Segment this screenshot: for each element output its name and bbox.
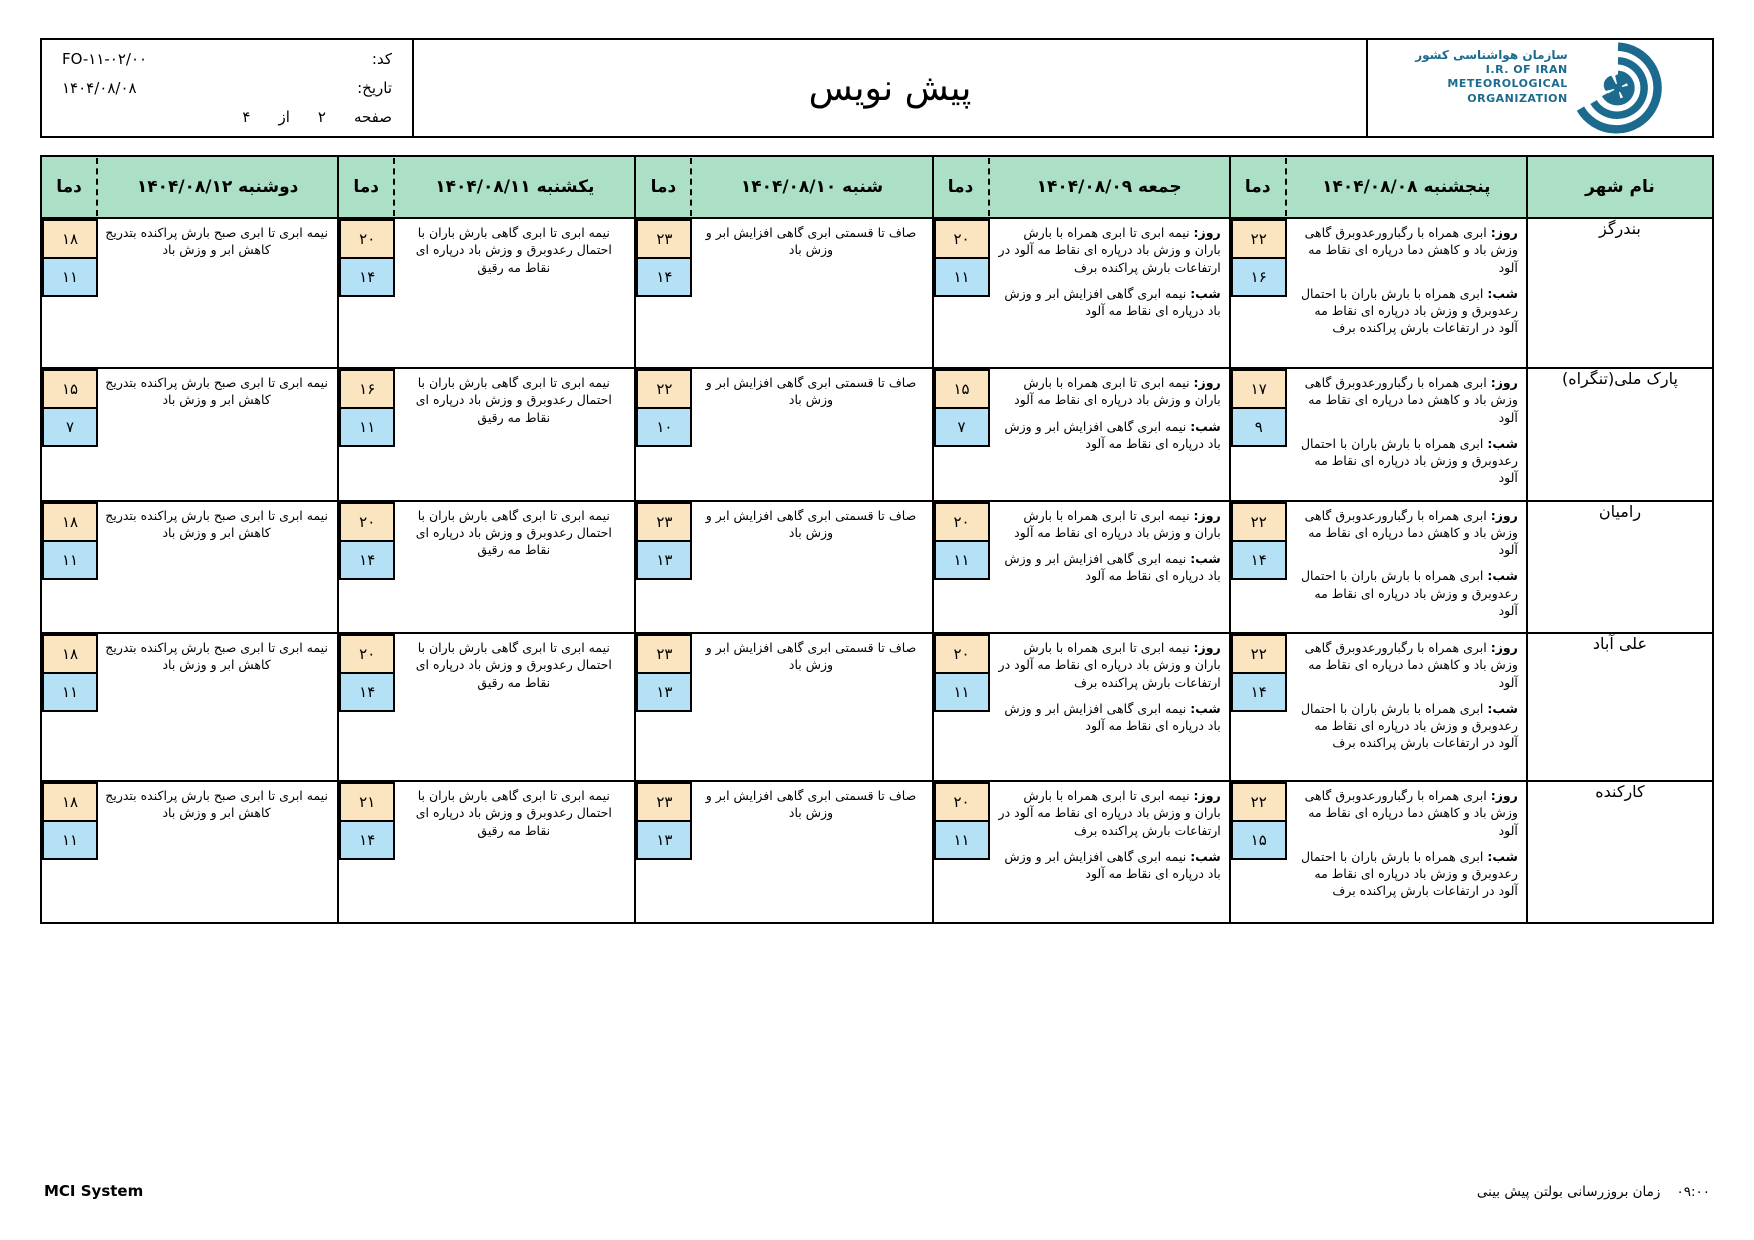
forecast-segment-plain: صاف تا قسمتی ابری گاهی افزایش ابر و وزش باد xyxy=(705,225,917,258)
forecast-cell xyxy=(338,368,635,501)
segment-label: شب: xyxy=(1487,285,1518,301)
forecast-segment-plain: نیمه ابری تا ابری صبح بارش پراکنده بتدریج کاهش ابر و وزش باد xyxy=(105,375,328,408)
temp-min-box: ۱۳ xyxy=(636,672,692,712)
temperature-column xyxy=(636,782,692,860)
forecast-segment: روز: نیمه ابری تا ابری همراه با بارش باران و وزش باد درپاره ای نقاط مه آلود در ارتفاعات بارش پراکنده برف xyxy=(998,225,1221,275)
forecast-cell xyxy=(635,218,932,368)
forecast-cell-layout xyxy=(934,219,1229,332)
segment-label: روز: xyxy=(1490,375,1518,390)
temp-max-box: ۱۸ xyxy=(42,634,98,674)
temp-max-box: ۲۳ xyxy=(636,634,692,674)
temp-min-box: ۱۴ xyxy=(1231,540,1287,580)
forecast-cell-layout xyxy=(339,502,634,580)
logo-wrap xyxy=(1415,40,1664,136)
forecast-cell-layout xyxy=(1231,634,1526,765)
temp-min-box: ۱۴ xyxy=(339,820,395,860)
forecast-segment-plain: نیمه ابری تا ابری گاهی بارش باران با احتمال رعدوبرق و وزش باد درپاره ای نقاط مه رقیق xyxy=(415,375,612,425)
forecast-text xyxy=(98,219,337,297)
table-header-row xyxy=(41,156,1713,218)
table-row xyxy=(41,501,1713,634)
table-row xyxy=(41,218,1713,368)
forecast-cell xyxy=(933,501,1230,634)
forecast-text xyxy=(990,502,1229,598)
forecast-text xyxy=(692,502,931,580)
table-row xyxy=(41,368,1713,501)
forecast-cell xyxy=(41,218,338,368)
day-header-date: شنبه ۱۴۰۴/۰۸/۱۰ xyxy=(740,177,884,197)
day-header-temp-label: دما xyxy=(636,158,692,216)
forecast-segment: روز: نیمه ابری تا ابری همراه با بارش باران و وزش باد درپاره ای نقاط مه آلود xyxy=(1014,507,1221,540)
doc-date-value: ۱۴۰۴/۰۸/۰۸ xyxy=(62,79,137,97)
forecast-cell-layout xyxy=(934,369,1229,465)
forecast-cell-layout xyxy=(636,219,931,297)
logo-en-line1: I.R. OF IRAN xyxy=(1485,63,1568,76)
footer-update-time: ۰۹:۰۰ xyxy=(1676,1184,1710,1200)
forecast-segment-plain: نیمه ابری تا ابری صبح بارش پراکنده بتدریج کاهش ابر و وزش باد xyxy=(105,640,328,673)
temp-min-box: ۱۴ xyxy=(339,540,395,580)
temp-max-box: ۱۸ xyxy=(42,219,98,259)
city-cell: بندرگز xyxy=(1527,218,1713,368)
day-header-temp-label: دما xyxy=(339,158,395,216)
temp-min-box: ۱۱ xyxy=(934,820,990,860)
temp-min-box: ۱۱ xyxy=(339,407,395,447)
table-row xyxy=(41,781,1713,923)
forecast-text xyxy=(395,634,634,712)
temperature-column xyxy=(1231,369,1287,500)
temperature-column xyxy=(934,369,990,465)
day-header-date: دوشنبه ۱۴۰۴/۰۸/۱۲ xyxy=(136,177,299,197)
footer-update-info xyxy=(1477,1184,1710,1200)
segment-label: روز: xyxy=(1193,507,1221,523)
forecast-text xyxy=(98,369,337,447)
day-header-temp-label: دما xyxy=(934,158,990,216)
temp-max-box: ۲۰ xyxy=(934,634,990,674)
doc-page-line xyxy=(62,108,392,126)
temp-max-box: ۱۵ xyxy=(42,369,98,409)
temp-max-box: ۲۳ xyxy=(636,782,692,822)
column-header-day-4 xyxy=(41,156,338,218)
spiral-logo-icon xyxy=(1571,40,1665,136)
temp-min-box: ۱۰ xyxy=(636,407,692,447)
temp-max-box: ۱۶ xyxy=(339,369,395,409)
temp-min-box: ۱۱ xyxy=(934,672,990,712)
temp-max-box: ۱۷ xyxy=(1231,369,1287,409)
org-logo xyxy=(1366,40,1712,136)
temp-max-box: ۲۱ xyxy=(339,782,395,822)
forecast-text xyxy=(990,369,1229,465)
temperature-column xyxy=(636,634,692,712)
temp-min-box: ۱۱ xyxy=(42,540,98,580)
forecast-cell xyxy=(41,368,338,501)
footer-system-name: MCI System xyxy=(44,1182,144,1200)
doc-date-line xyxy=(62,79,392,97)
temperature-column xyxy=(42,634,98,712)
forecast-cell xyxy=(338,781,635,923)
temp-min-box: ۱۱ xyxy=(934,540,990,580)
forecast-cell-layout xyxy=(636,369,931,447)
temp-min-box: ۱۱ xyxy=(42,672,98,712)
forecast-cell xyxy=(41,633,338,781)
doc-code-line xyxy=(62,50,392,68)
forecast-text xyxy=(395,369,634,447)
day-header-date: یکشنبه ۱۴۰۴/۰۸/۱۱ xyxy=(435,177,595,197)
segment-label: شب: xyxy=(1190,551,1221,566)
temperature-column xyxy=(636,219,692,297)
forecast-cell-layout xyxy=(934,782,1229,895)
column-header-day-3 xyxy=(338,156,635,218)
column-header-day-1 xyxy=(933,156,1230,218)
segment-label: روز: xyxy=(1490,640,1518,655)
temp-min-box: ۷ xyxy=(42,407,98,447)
forecast-cell xyxy=(41,501,338,634)
day-header xyxy=(636,158,931,216)
forecast-cell-layout xyxy=(636,502,931,580)
logo-fa-name: سازمان هواشناسی کشور xyxy=(1415,48,1568,62)
forecast-cell xyxy=(933,368,1230,501)
temp-max-box: ۱۸ xyxy=(42,782,98,822)
forecast-cell-layout xyxy=(42,502,337,580)
forecast-text xyxy=(395,782,634,860)
temp-max-box: ۲۲ xyxy=(1231,502,1287,542)
forecast-segment: شب: نیمه ابری گاهی افزایش ابر و وزش باد درپاره ای نقاط مه آلود xyxy=(1004,418,1221,451)
forecast-segment: شب: نیمه ابری گاهی افزایش ابر و وزش باد درپاره ای نقاط مه آلود xyxy=(1004,551,1221,584)
temperature-column xyxy=(1231,782,1287,913)
temp-min-box: ۱۴ xyxy=(339,257,395,297)
temperature-column xyxy=(339,219,395,297)
forecast-segment-plain: نیمه ابری تا ابری گاهی بارش باران با احتمال رعدوبرق و وزش باد درپاره ای نقاط مه رقیق xyxy=(415,225,612,275)
temperature-column xyxy=(636,502,692,580)
forecast-segment: روز: نیمه ابری تا ابری همراه با بارش باران و وزش باد درپاره ای نقاط مه آلود در ارتفاعات بارش پراکنده برف xyxy=(998,640,1221,690)
forecast-cell xyxy=(338,633,635,781)
segment-label: شب: xyxy=(1487,568,1518,584)
forecast-segment: روز: نیمه ابری تا ابری همراه با بارش باران و وزش باد درپاره ای نقاط مه آلود xyxy=(1014,375,1221,408)
doc-page-label: صفحه xyxy=(353,108,392,126)
forecast-cell xyxy=(933,218,1230,368)
day-header xyxy=(934,158,1229,216)
forecast-cell-layout xyxy=(339,634,634,712)
doc-code-value: FO-۱۱-۰۲/۰۰ xyxy=(62,50,148,68)
temp-min-box: ۱۳ xyxy=(636,820,692,860)
forecast-segment: شب: ابری همراه با بارش باران با احتمال رعدوبرق و وزش باد درپاره ای نقاط مه آلود در ارتفاعات بارش پراکنده برف xyxy=(1300,848,1518,899)
day-header-temp-label: دما xyxy=(1231,158,1287,216)
day-header xyxy=(339,158,634,216)
forecast-cell-layout xyxy=(636,782,931,860)
temp-min-box: ۷ xyxy=(934,407,990,447)
forecast-segment: روز: نیمه ابری تا ابری همراه با بارش باران و وزش باد درپاره ای نقاط مه آلود در ارتفاعات بارش پراکنده برف xyxy=(998,788,1221,838)
city-cell: علی آباد xyxy=(1527,633,1713,781)
forecast-text xyxy=(990,782,1229,895)
temperature-column xyxy=(1231,634,1287,765)
forecast-cell xyxy=(1230,218,1527,368)
forecast-segment-plain: صاف تا قسمتی ابری گاهی افزایش ابر و وزش باد xyxy=(705,507,917,540)
forecast-cell-layout xyxy=(42,369,337,447)
forecast-cell xyxy=(41,781,338,923)
day-header-temp-label: دما xyxy=(42,158,98,216)
segment-label: روز: xyxy=(1193,225,1221,240)
forecast-cell-layout xyxy=(636,634,931,712)
segment-label: روز: xyxy=(1490,225,1518,240)
temp-min-box: ۱۱ xyxy=(934,257,990,297)
forecast-cell-layout xyxy=(934,634,1229,747)
forecast-cell-layout xyxy=(339,369,634,447)
temperature-column xyxy=(42,782,98,860)
forecast-text xyxy=(692,782,931,860)
temp-max-box: ۲۰ xyxy=(934,502,990,542)
segment-label: روز: xyxy=(1490,788,1518,803)
forecast-cell xyxy=(933,781,1230,923)
segment-label: شب: xyxy=(1190,285,1221,301)
document-header xyxy=(40,38,1714,138)
temp-min-box: ۱۴ xyxy=(339,672,395,712)
forecast-segment-plain: صاف تا قسمتی ابری گاهی افزایش ابر و وزش باد xyxy=(705,375,917,408)
forecast-text xyxy=(395,502,634,580)
segment-label: شب: xyxy=(1487,435,1518,451)
forecast-cell-layout xyxy=(1231,782,1526,913)
temperature-column xyxy=(934,502,990,598)
forecast-text xyxy=(1287,502,1526,633)
temp-max-box: ۲۲ xyxy=(1231,782,1287,822)
day-header-date: جمعه ۱۴۰۴/۰۸/۰۹ xyxy=(1036,177,1182,197)
doc-code-label: کد: xyxy=(371,50,392,68)
forecast-cell-layout xyxy=(339,219,634,297)
temperature-column xyxy=(339,634,395,712)
temperature-column xyxy=(339,782,395,860)
doc-page-of-label: از xyxy=(278,108,290,126)
doc-page-total: ۴ xyxy=(242,108,251,126)
temperature-column xyxy=(1231,219,1287,350)
column-header-day-0 xyxy=(1230,156,1527,218)
day-header xyxy=(42,158,337,216)
city-cell: پارک ملی(تنگراه) xyxy=(1527,368,1713,501)
forecast-cell xyxy=(338,218,635,368)
forecast-segment-plain: نیمه ابری تا ابری گاهی بارش باران با احتمال رعدوبرق و وزش باد درپاره ای نقاط مه رقیق xyxy=(415,788,612,838)
forecast-cell-layout xyxy=(42,634,337,712)
segment-label: روز: xyxy=(1193,640,1221,655)
forecast-cell xyxy=(1230,781,1527,923)
segment-label: شب: xyxy=(1487,700,1518,716)
forecast-cell-layout xyxy=(1231,369,1526,500)
temp-max-box: ۲۳ xyxy=(636,219,692,259)
segment-label: شب: xyxy=(1190,848,1221,864)
forecast-text xyxy=(1287,782,1526,913)
forecast-segment: شب: ابری همراه با بارش باران با احتمال رعدوبرق و وزش باد درپاره ای نقاط مه آلود در ارتفاعات بارش پراکنده برف xyxy=(1300,700,1518,751)
city-cell: کارکنده xyxy=(1527,781,1713,923)
temp-min-box: ۱۱ xyxy=(42,257,98,297)
doc-date-label: تاریخ: xyxy=(357,79,392,97)
forecast-segment: شب: ابری همراه با بارش باران با احتمال رعدوبرق و وزش باد درپاره ای نقاط مه آلود xyxy=(1300,435,1518,486)
temperature-column xyxy=(42,502,98,580)
day-header xyxy=(1231,158,1526,216)
temp-min-box: ۱۱ xyxy=(42,820,98,860)
forecast-cell xyxy=(933,633,1230,781)
forecast-segment: روز: ابری همراه با رگبارورعدوبرق گاهی وزش باد و کاهش دما درپاره ای نقاط مه آلود xyxy=(1304,375,1518,425)
forecast-text xyxy=(98,782,337,860)
segment-label: شب: xyxy=(1190,700,1221,716)
forecast-segment-plain: نیمه ابری تا ابری گاهی بارش باران با احتمال رعدوبرق و وزش باد درپاره ای نقاط مه رقیق xyxy=(415,640,612,690)
temperature-column xyxy=(42,219,98,297)
forecast-segment: روز: ابری همراه با رگبارورعدوبرق گاهی وزش باد و کاهش دما درپاره ای نقاط مه آلود xyxy=(1304,788,1518,838)
temp-max-box: ۲۳ xyxy=(636,502,692,542)
segment-label: شب: xyxy=(1190,418,1221,434)
forecast-segment-plain: نیمه ابری تا ابری گاهی بارش باران با احتمال رعدوبرق و وزش باد درپاره ای نقاط مه رقیق xyxy=(415,507,612,557)
temp-max-box: ۲۰ xyxy=(934,782,990,822)
temperature-column xyxy=(1231,502,1287,633)
logo-en-line3: ORGANIZATION xyxy=(1467,91,1568,105)
city-cell: رامیان xyxy=(1527,501,1713,634)
forecast-cell xyxy=(635,633,932,781)
forecast-text xyxy=(692,634,931,712)
forecast-cell-layout xyxy=(934,502,1229,598)
forecast-segment-plain: نیمه ابری تا ابری صبح بارش پراکنده بتدریج کاهش ابر و وزش باد xyxy=(105,225,328,258)
forecast-cell xyxy=(635,781,932,923)
page-title: پیش نویس xyxy=(808,67,972,109)
forecast-cell-layout xyxy=(1231,502,1526,633)
forecast-cell xyxy=(1230,633,1527,781)
forecast-cell xyxy=(1230,501,1527,634)
doc-info-box xyxy=(42,40,414,136)
forecast-segment: شب: ابری همراه با بارش باران با احتمال رعدوبرق و وزش باد درپاره ای نقاط مه آلود در ارتفاعات بارش پراکنده برف xyxy=(1300,285,1518,336)
forecast-segment: روز: ابری همراه با رگبارورعدوبرق گاهی وزش باد و کاهش دما درپاره ای نقاط مه آلود xyxy=(1304,225,1518,275)
doc-page-number: ۲ xyxy=(317,108,326,126)
temp-max-box: ۲۲ xyxy=(1231,219,1287,259)
forecast-text xyxy=(1287,634,1526,765)
forecast-segment: شب: نیمه ابری گاهی افزایش ابر و وزش باد درپاره ای نقاط مه آلود xyxy=(1004,285,1221,318)
forecast-cell xyxy=(635,501,932,634)
temp-max-box: ۲۰ xyxy=(339,219,395,259)
forecast-text xyxy=(1287,369,1526,500)
forecast-text xyxy=(1287,219,1526,350)
forecast-segment: روز: ابری همراه با رگبارورعدوبرق گاهی وزش باد و کاهش دما درپاره ای نقاط مه آلود xyxy=(1304,507,1518,557)
temp-max-box: ۲۰ xyxy=(934,219,990,259)
forecast-segment-plain: صاف تا قسمتی ابری گاهی افزایش ابر و وزش باد xyxy=(705,640,917,673)
forecast-cell xyxy=(635,368,932,501)
logo-en-line2: METEOROLOGICAL xyxy=(1447,77,1568,91)
forecast-segment: شب: نیمه ابری گاهی افزایش ابر و وزش باد درپاره ای نقاط مه آلود xyxy=(1004,700,1221,733)
forecast-cell-layout xyxy=(1231,219,1526,350)
forecast-cell-layout xyxy=(339,782,634,860)
temp-min-box: ۱۵ xyxy=(1231,820,1287,860)
temp-max-box: ۱۸ xyxy=(42,502,98,542)
temp-min-box: ۱۶ xyxy=(1231,257,1287,297)
forecast-cell xyxy=(1230,368,1527,501)
forecast-table xyxy=(40,155,1714,924)
temp-max-box: ۲۲ xyxy=(1231,634,1287,674)
temp-max-box: ۲۲ xyxy=(636,369,692,409)
forecast-segment-plain: صاف تا قسمتی ابری گاهی افزایش ابر و وزش باد xyxy=(705,788,917,821)
segment-label: روز: xyxy=(1193,375,1221,390)
temp-min-box: ۱۳ xyxy=(636,540,692,580)
forecast-text xyxy=(692,219,931,297)
forecast-text xyxy=(98,634,337,712)
temp-min-box: ۱۴ xyxy=(1231,672,1287,712)
forecast-text xyxy=(395,219,634,297)
temp-max-box: ۲۰ xyxy=(339,634,395,674)
segment-label: شب: xyxy=(1487,848,1518,864)
column-header-city: نام شهر xyxy=(1527,156,1713,218)
day-header-date: پنجشنبه ۱۴۰۴/۰۸/۰۸ xyxy=(1322,177,1491,197)
forecast-text xyxy=(98,502,337,580)
temperature-column xyxy=(636,369,692,447)
temperature-column xyxy=(934,634,990,747)
segment-label: روز: xyxy=(1490,507,1518,523)
forecast-cell xyxy=(338,501,635,634)
temperature-column xyxy=(934,782,990,895)
forecast-segment: روز: ابری همراه با رگبارورعدوبرق گاهی وزش باد و کاهش دما درپاره ای نقاط مه آلود xyxy=(1304,640,1518,690)
temperature-column xyxy=(42,369,98,447)
footer-update-label: زمان بروزرسانی بولتن پیش بینی xyxy=(1476,1184,1661,1200)
forecast-text xyxy=(990,634,1229,747)
temp-max-box: ۲۰ xyxy=(339,502,395,542)
temperature-column xyxy=(339,502,395,580)
table-row xyxy=(41,633,1713,781)
temp-max-box: ۱۵ xyxy=(934,369,990,409)
temperature-column xyxy=(339,369,395,447)
temp-min-box: ۹ xyxy=(1231,407,1287,447)
column-header-day-2 xyxy=(635,156,932,218)
temp-min-box: ۱۴ xyxy=(636,257,692,297)
temperature-column xyxy=(934,219,990,332)
logo-text xyxy=(1415,48,1567,106)
forecast-cell-layout xyxy=(42,219,337,297)
forecast-cell-layout xyxy=(42,782,337,860)
segment-label: روز: xyxy=(1193,788,1221,803)
forecast-text xyxy=(990,219,1229,332)
forecast-text xyxy=(692,369,931,447)
forecast-segment: شب: ابری همراه با بارش باران با احتمال رعدوبرق و وزش باد درپاره ای نقاط مه آلود xyxy=(1300,568,1518,618)
forecast-segment-plain: نیمه ابری تا ابری صبح بارش پراکنده بتدریج کاهش ابر و وزش باد xyxy=(105,507,328,540)
forecast-segment-plain: نیمه ابری تا ابری صبح بارش پراکنده بتدریج کاهش ابر و وزش باد xyxy=(105,788,328,821)
forecast-segment: شب: نیمه ابری گاهی افزایش ابر و وزش باد درپاره ای نقاط مه آلود xyxy=(1004,848,1221,881)
